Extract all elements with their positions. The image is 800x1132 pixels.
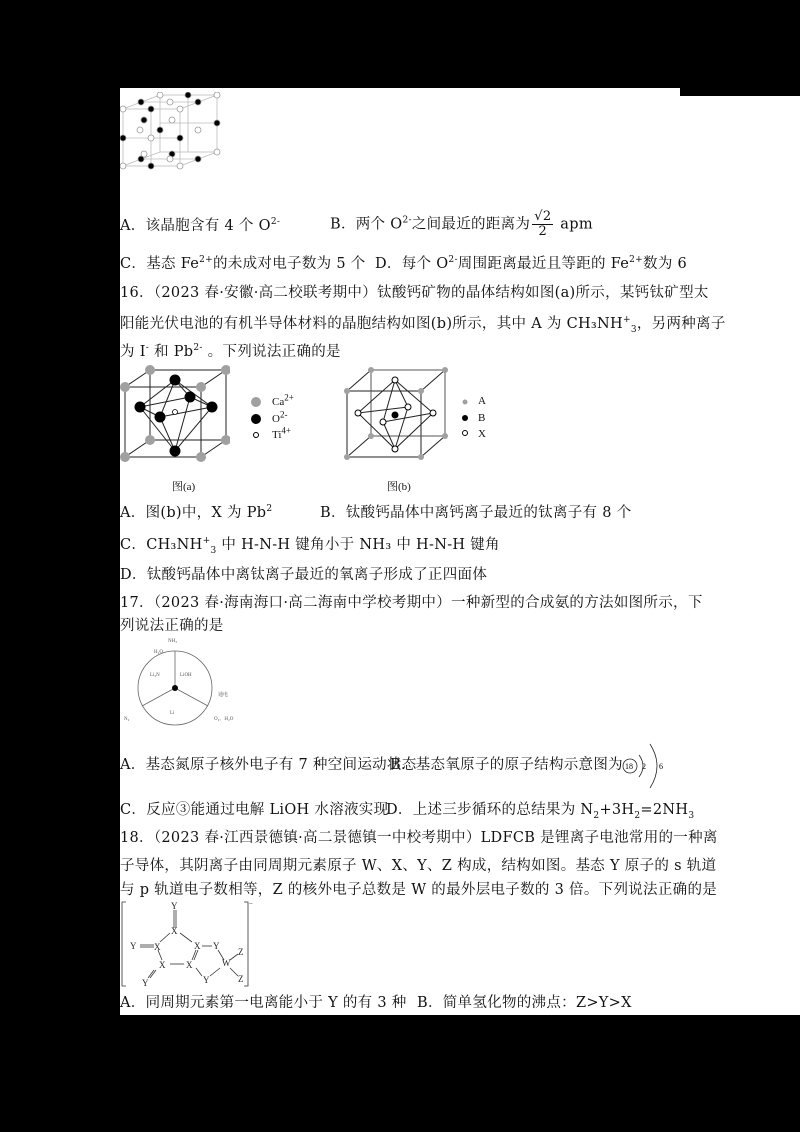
svg-text:Li: Li: [170, 711, 175, 716]
q17-option-b[interactable]: B．基态氧原子的原子结构示意图为: [390, 757, 623, 773]
q18-option-a[interactable]: A．同周期元素第一电离能小于 Y 的有 3 种: [120, 995, 407, 1011]
q15-option-a[interactable]: A．该晶胞含有 4 个 $O^{2-}$: [120, 217, 281, 234]
svg-text:X: X: [186, 960, 193, 970]
q17-option-a[interactable]: A．基态氮原子核外电子有 7 种空间运动状态: [120, 757, 417, 773]
svg-text:Z: Z: [238, 947, 244, 957]
svg-text:2: 2: [642, 762, 646, 771]
svg-text:Y: Y: [171, 901, 178, 911]
q16-stem-line1: 16．（2023 春·安徽·高二校联考期中）钛酸钙矿物的晶体结构如图(a)所示，某钙钛矿型太: [120, 285, 709, 301]
fraction: $\frac{√2}{2}$: [534, 209, 552, 239]
svg-text:Y: Y: [130, 941, 137, 951]
oxygen-atom-structure-diagram: [622, 738, 672, 794]
svg-text:LiOH: LiOH: [180, 673, 192, 678]
svg-text:Y: Y: [203, 975, 210, 985]
q15-option-d[interactable]: D．每个 $O^{2-}$周围距离最近且等距的 $Fe^{2+}$数为 6: [375, 255, 688, 272]
svg-text:O₂、H₂O: O₂、H₂O: [214, 717, 234, 722]
svg-text:18: 18: [625, 762, 633, 771]
svg-text:X: X: [171, 926, 178, 936]
q16-figure-a-caption: 图(a): [172, 481, 196, 493]
svg-text:NH₃: NH₃: [168, 639, 177, 644]
q18-stem-line2: 子导体，其阴离子由同周期元素原子 W、X、Y、Z 构成，结构如图。基态 Y 原子的 s 轨道: [120, 858, 717, 874]
svg-text:W: W: [222, 958, 231, 968]
svg-text:X: X: [194, 941, 201, 951]
svg-text:X: X: [159, 960, 166, 970]
q18-option-b[interactable]: B．简单氢化物的沸点：Z>Y>X: [417, 995, 632, 1011]
q17-ammonia-cycle-figure: [120, 636, 250, 726]
q16-stem-line2: 阳能光伏电池的有机半导体材料的晶胞结构如图(b)所示，其中 A 为 $CH_3NH^+_3$，另两种离子: [120, 315, 726, 335]
q16-option-a[interactable]: A．图(b)中，X 为 Pb$^2$: [120, 504, 273, 521]
q15-crystal-figure: [120, 92, 225, 197]
page-edge-shadow: [680, 88, 800, 96]
q15-option-b[interactable]: B．两个 $O^{2-}$之间最近的距离为 $\frac{√2}{2}$ apm: [330, 209, 593, 239]
q15-option-c[interactable]: C．基态 $Fe^{2+}$的未成对电子数为 5 个: [120, 255, 366, 272]
q16-stem-line3: 为 I- 和 $Pb^{2-}$ 。下列说法正确的是: [120, 343, 341, 360]
q18-anion-structure-figure: [120, 900, 255, 988]
q16-figure-b-caption: 图(b): [387, 481, 411, 493]
q17-option-c[interactable]: C．反应③能通过电解 LiOH 水溶液实现: [120, 802, 389, 818]
q17-stem-line1: 17．（2023 春·海南海口·高二海南中学校考期中）一种新型的合成氨的方法如图所示，下: [120, 595, 703, 611]
q17-stem-line2: 列说法正确的是: [120, 618, 224, 634]
svg-text:N₂: N₂: [124, 717, 130, 722]
svg-text:X: X: [154, 942, 161, 952]
q16-figure-b-unit-cell: [343, 367, 458, 467]
q17-option-d[interactable]: D．上述三步循环的总结果为 $N_2+3H_2=2NH_3$: [386, 802, 695, 821]
svg-text:−: −: [249, 900, 253, 908]
svg-text:通电: 通电: [218, 693, 229, 698]
q16-option-c[interactable]: C．$CH_3NH^+_3$ 中 H-N-H 键角小于 NH₃ 中 H-N-H 键角: [120, 536, 500, 556]
q16-option-b[interactable]: B．钛酸钙晶体中离钙离子最近的钛离子有 8 个: [320, 505, 632, 521]
svg-text:Y: Y: [213, 941, 220, 951]
svg-text:Y: Y: [142, 978, 149, 988]
svg-text:H₂O: H₂O: [154, 650, 163, 655]
q18-stem-line3: 与 p 轨道电子数相等，Z 的核外电子总数是 W 的最外层电子数的 3 倍。下列说法正确的是: [120, 882, 718, 898]
svg-text:6: 6: [659, 762, 663, 771]
svg-text:Li₃N: Li₃N: [150, 673, 160, 678]
q16-option-d[interactable]: D．钛酸钙晶体中离钛离子最近的氧离子形成了正四面体: [120, 567, 488, 583]
svg-text:Z: Z: [238, 974, 244, 984]
q18-stem-line1: 18．（2023 春·江西景德镇·高二景德镇一中校考期中）LDFCB 是锂离子电池常用的一种离: [120, 830, 718, 846]
q16-figure-a-perovskite: [120, 365, 230, 465]
